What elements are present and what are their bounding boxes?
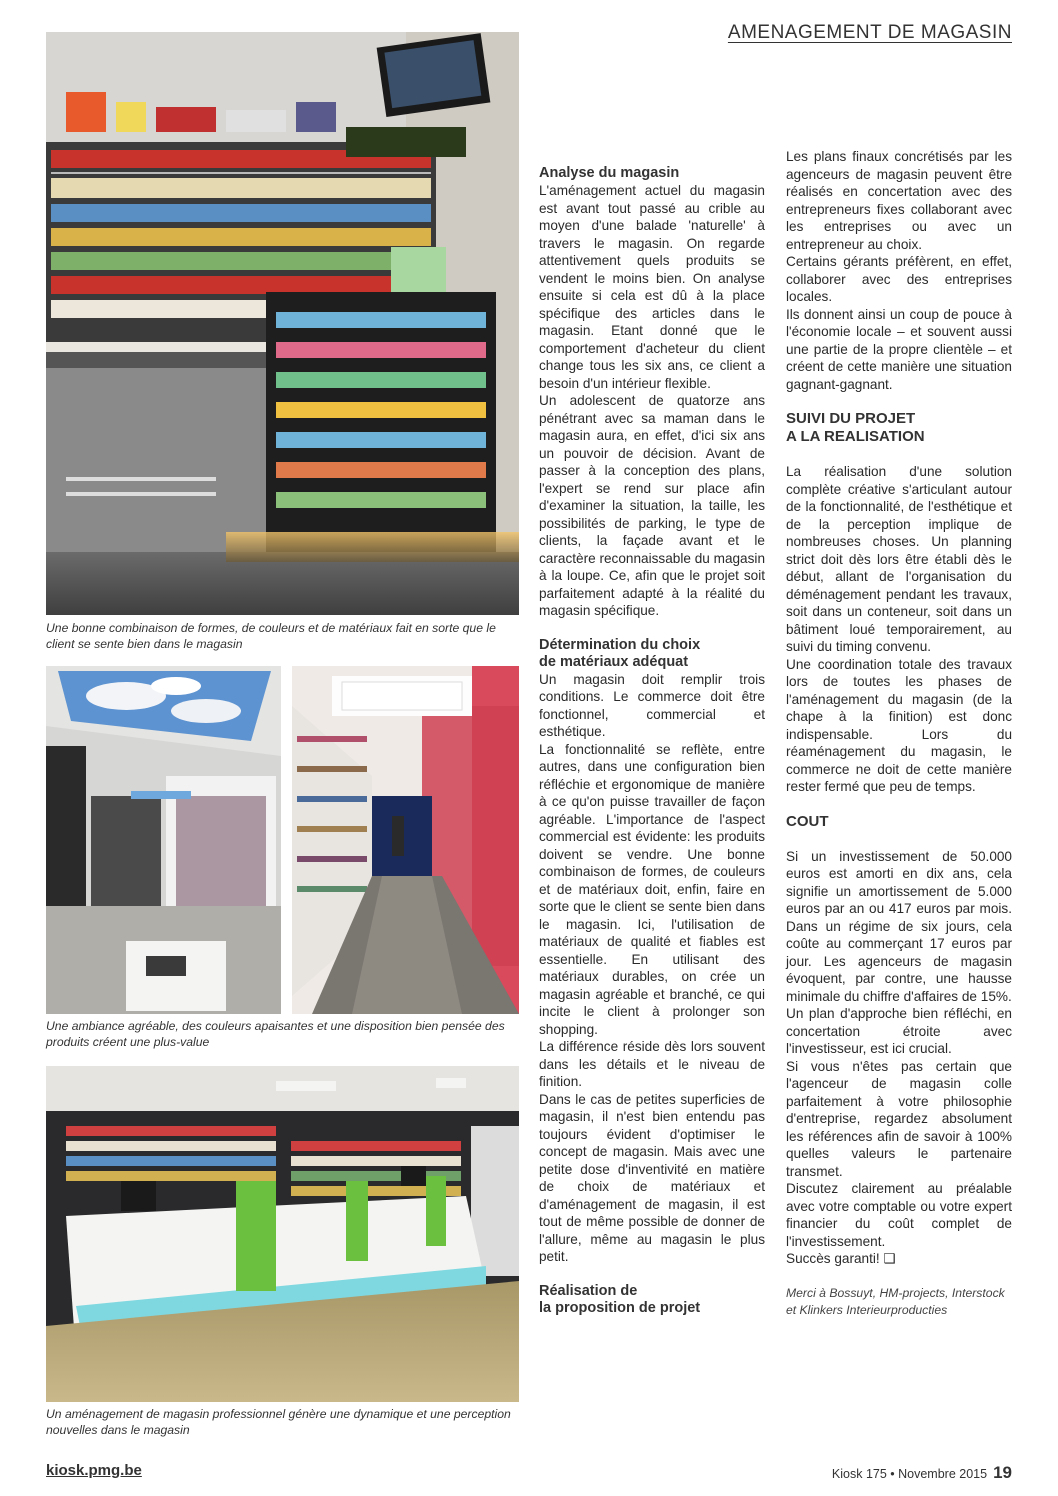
photo3-caption: Un aménagement de magasin professionnel génère une dynamique et une perception nouvelles dans le magasin [46,1407,511,1437]
paragraph: La fonctionnalité se reflète, entre autres, dans une configuration bien réfléchie et ergonomique de manière à ce qu'on puisse travailler de façon agréable. L'importance de l'aspect commercial est évidente: les produits doivent se vendre. Une bonne combinaison de formes, de couleurs et de matériaux doit, enfin, faire en sorte que le client se sente bien dans le magasin. Ici, l'utilisation de matériaux de qualité et fiables est essentielle. En utilisant des matériaux durables, on crée un magasin agréable et branché, ce qui incite le client à prolonger son shopping. [539,741,765,1037]
paragraph: Un magasin doit remplir trois conditions. Le commerce doit être fonctionnel, commercial et esthétique. [539,671,765,739]
heading-cout: COUT [786,812,829,830]
article-column-2 [786,148,1012,1319]
long-aisle-illustration [292,666,519,1014]
footer-website-link[interactable]: kiosk.pmg.be [46,1462,142,1479]
page-number: 19 [993,1463,1012,1482]
paragraph: La réalisation d'une solution complète créative s'articulant autour de la fonctionnalité, de l'esthétique et de la perception implique de nombreuses choses. Un planning strict doit dès lors être établi dès le début, allant de l'organisation du déménagement pendant les travaux, soit dans un conteneur, soit dans un bâtiment loué temporairement, au suivi du timing convenu. [786,464,1012,654]
sky-ceiling-store-photo [46,666,281,1014]
photo1-caption: Une bonne combinaison de formes, de couleurs et de matériaux fait en sorte que le client se sente bien dans le magasin [46,621,496,651]
paragraph: Succès garanti! ❑ [786,1251,896,1266]
heading-analyse: Analyse du magasin [539,165,680,181]
photo2-caption: Une ambiance agréable, des couleurs apaisantes et une disposition bien pensée des produits créent une plus-value [46,1019,505,1049]
paragraph: Discutez clairement au préalable avec votre comptable ou votre expert financier du coût complet de l'investissement. [786,1181,1012,1249]
paragraph: L'aménagement actuel du magasin est avant tout passé au crible au moyen d'une balade 'naturelle' à travers le magasin. On regarde attentivement quels produits se vendent le moins bien. On analyse ensuite si cela est dû à la place spécifique des articles dans le magasin. Etant donné que le comportement d'acheteur du client change tous les six ans, ce client a besoin d'un intérieur flexible. [539,183,765,391]
store-counter-photo [46,32,519,615]
paragraph: Un adolescent de quatorze ans pénétrant avec sa maman dans le magasin aura, en effet, d'ici six ans un pouvoir de décision. Avant de passer à la conception des plans, l'expert se rend sur place afin d'examiner la situation, la taille, les possibilités de parking, le type de clients, la façade avant et le caractère reconnaissable du magasin à la loupe. Ce, afin que le projet soit parfaitement adapté à la réalité du magasin spécifique. [539,393,765,618]
heading-realisation: Réalisation de la proposition de projet [539,1282,701,1316]
paragraph: La différence réside dès lors souvent dans les détails et le niveau de finition. [539,1039,765,1089]
heading-suivi-projet: SUIVI DU PROJET A LA REALISATION [786,410,925,445]
paragraph: Si un investissement de 50.000 euros est amorti en dix ans, cela signifie un amortissement de 5.000 euros par an ou 417 euros par mois. Dans un régime de six jours, cela coûte au commerçant 17 euros par jour. Les agenceurs de magasin évoquent, par contre, une hausse minimale du chiffre d'affaires de 15%. [786,848,1012,1004]
paragraph: Un plan d'approche bien réfléchi, en concertation étroite avec l'investisseur, est ici crucial. [786,1006,1012,1056]
green-counter-illustration [46,1066,519,1402]
footer-issue-info [832,1463,1012,1483]
paragraph: Ils donnent ainsi un coup de pouce à l'économie locale – et souvent aussi une partie de la propre clientèle – et créent de cette manière une situation gagnant-gagnant. [786,306,1012,392]
section-title: AMENAGEMENT DE MAGASIN [727,22,1012,43]
green-counter-store-photo [46,1066,519,1402]
heading-choix-materiaux: Détermination du choix de matériaux adéquat [539,636,701,670]
article-column-1 [539,165,765,1317]
paragraph: Les plans finaux concrétisés par les agenceurs de magasin peuvent être réalisés en concertation avec des entrepreneurs fixes collaborant avec les entreprises ou avec un entrepreneur au choix. [786,149,1012,252]
paragraph: Si vous n'êtes pas certain que l'agenceur de magasin colle parfaitement à votre philosophie d'entreprise, regardez absolument les références afin de savoir à 100% quelles valeurs le partenaire transmet. [786,1058,1012,1179]
paragraph: Certains gérants préfèrent, en effet, collaborer avec des entreprises locales. [786,254,1012,304]
paragraph: Dans le cas de petites superficies de magasin, il n'est bien entendu pas toujours évident d'optimiser le concept de magasin. Mais avec une petite dose d'inventivité en matière de choix de matériaux et d'aménagement de magasin, il est tout de même possible de donner de l'allure, même au magasin le plus petit. [539,1091,765,1264]
issue-label: Kiosk 175 • Novembre 2015 [831,1467,988,1481]
photo-credits: Merci à Bossuyt, HM-projects, Interstock et Klinkers Interieurproducties [786,1285,1005,1317]
long-aisle-store-photo [292,666,519,1014]
paragraph: Une coordination totale des travaux lors de toutes les phases de l'aménagement du magasin (de la chape à la finition) est donc indispensable. Lors du réaménagement du magasin, le commerce ne doit de cette manière rester fermé que peu de temps. [786,656,1012,794]
store-counter-illustration [46,32,519,615]
sky-ceiling-illustration [46,666,281,1014]
